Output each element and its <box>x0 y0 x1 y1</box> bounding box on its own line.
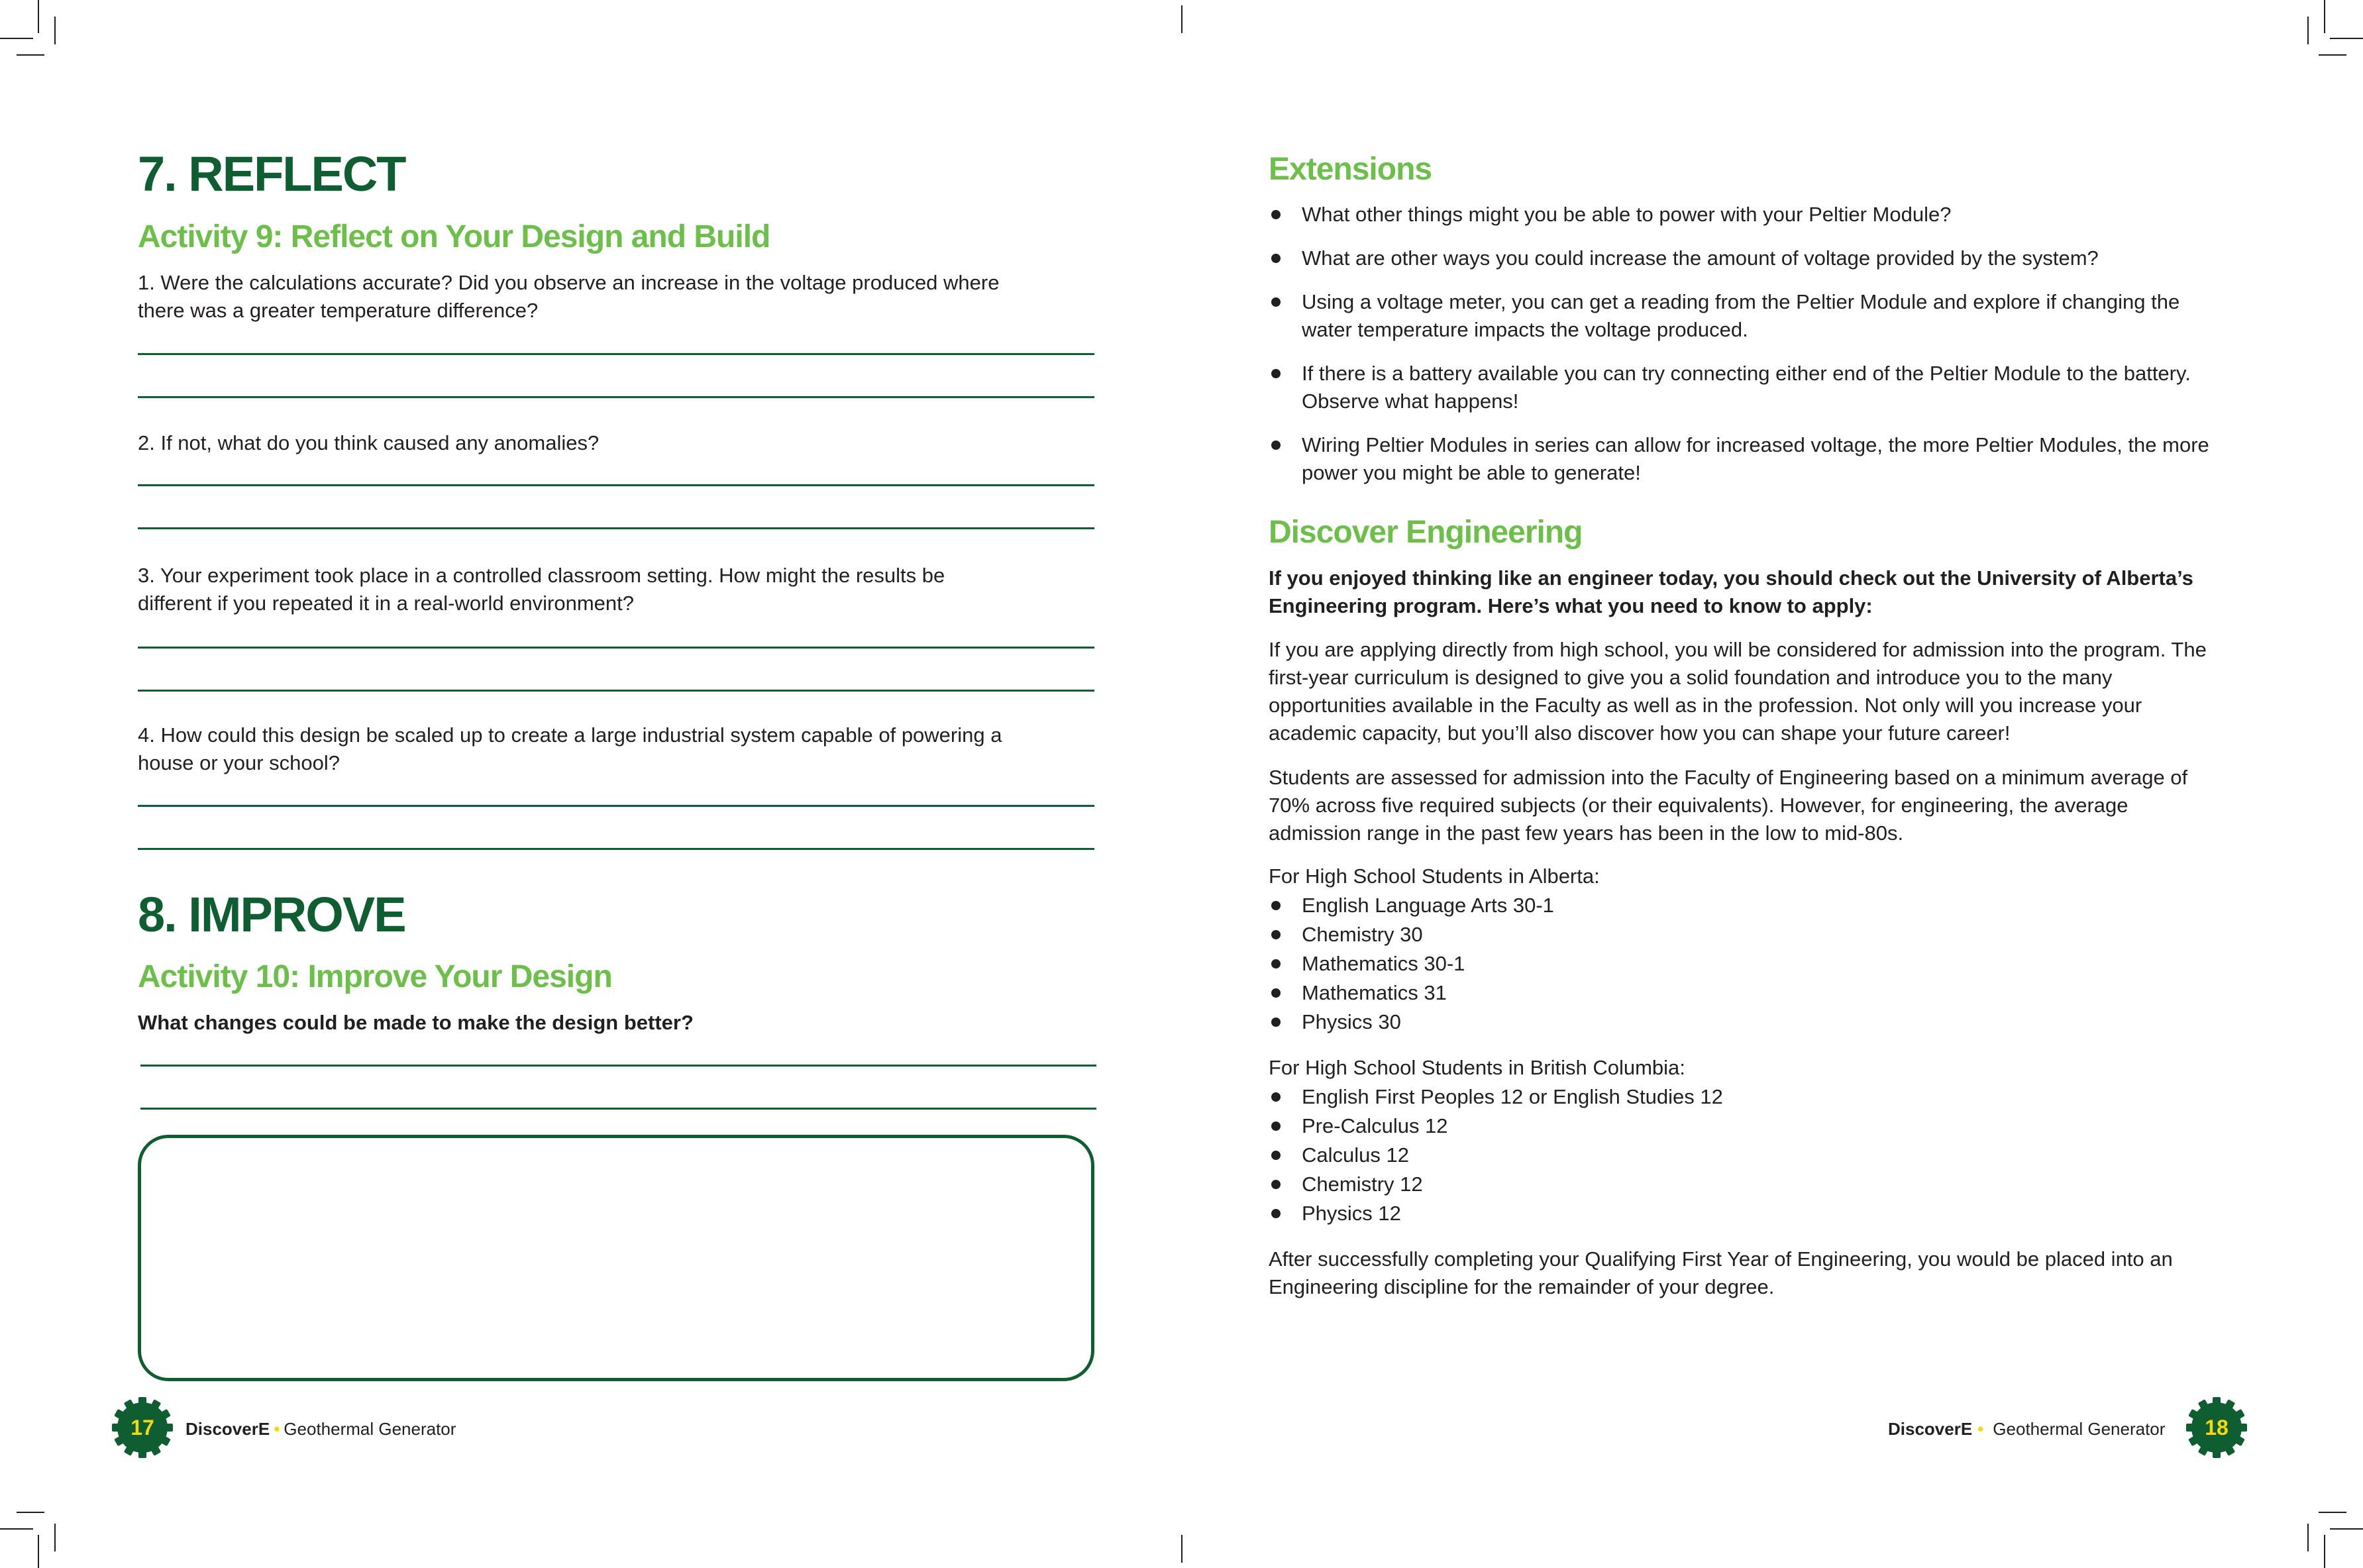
answer-line[interactable] <box>138 353 1094 355</box>
question-1 <box>138 269 999 325</box>
question-4 <box>138 721 1002 777</box>
answer-line[interactable] <box>138 805 1094 807</box>
discover-engineering-heading: Discover Engineering <box>1269 515 1583 550</box>
page-number-badge <box>2185 1396 2248 1459</box>
bullet-icon <box>1271 441 1281 450</box>
list-item-text: Chemistry 12 <box>1302 1173 1423 1196</box>
list-item-text: What other things might you be able to power with your Peltier Module? <box>1302 203 1952 226</box>
list-item <box>1269 201 2223 229</box>
activity-9-title: Activity 9: Reflect on Your Design and Build <box>138 219 770 254</box>
discover-intro: If you enjoyed thinking like an engineer today, you should check out the University of Alberta’s Engineering program. Here’s what you need to know to apply: <box>1269 566 2193 617</box>
crop-mark <box>0 38 33 39</box>
bullet-icon <box>1271 1092 1281 1102</box>
list-item-text: Pre-Calculus 12 <box>1302 1114 1448 1137</box>
improve-question: What changes could be made to make the design better? <box>138 1011 694 1034</box>
footer-title: Geothermal Generator <box>284 1419 456 1439</box>
crop-mark <box>17 54 44 56</box>
extensions-list <box>1269 201 2223 503</box>
bullet-icon <box>1271 1018 1281 1027</box>
crop-mark <box>2307 1524 2309 1551</box>
crop-mark <box>2319 1512 2346 1513</box>
alberta-label: For High School Students in Alberta: <box>1269 864 1600 888</box>
bullet-icon <box>1271 1209 1281 1218</box>
list-item <box>1269 1141 2223 1169</box>
bc-subjects-list <box>1269 1083 2223 1229</box>
list-item-text: Mathematics 30-1 <box>1302 952 1465 975</box>
crop-mark <box>1181 5 1182 33</box>
crop-mark <box>38 0 39 33</box>
footer-separator: • <box>1977 1419 1984 1439</box>
extensions-heading: Extensions <box>1269 152 1432 187</box>
answer-line[interactable] <box>138 484 1094 486</box>
answer-line[interactable] <box>140 1108 1096 1110</box>
question-text: there was a greater temperature difference? <box>138 299 539 322</box>
answer-line[interactable] <box>138 848 1094 850</box>
page-number-badge <box>111 1396 174 1459</box>
list-item-text: English First Peoples 12 or English Studies 12 <box>1302 1085 1723 1108</box>
discover-closing: After successfully completing your Qualifying First Year of Engineering, you would be placed into an Engineering discipline for the remainder of your degree. <box>1269 1247 2173 1298</box>
crop-mark <box>2330 38 2363 39</box>
list-item-text: Wiring Peltier Modules in series can allow for increased voltage, the more Peltier Modules, the more power you might be able to generate! <box>1302 433 2209 484</box>
answer-line[interactable] <box>138 690 1094 692</box>
list-item-text: What are other ways you could increase the amount of voltage provided by the system? <box>1302 246 2099 270</box>
crop-mark <box>0 1528 33 1530</box>
section-heading-reflect: 7. REFLECT <box>138 146 405 201</box>
list-item-text: If there is a battery available you can try connecting either end of the Peltier Module to the battery. Observe what happens! <box>1302 362 2191 413</box>
footer-right <box>1888 1419 2165 1439</box>
list-item <box>1269 288 2223 344</box>
bc-label: For High School Students in British Columbia: <box>1269 1056 1685 1079</box>
list-item <box>1269 244 2223 272</box>
list-item <box>1269 360 2223 415</box>
footer-separator: • <box>274 1419 280 1439</box>
bullet-icon <box>1271 988 1281 998</box>
page-number: 17 <box>131 1416 154 1439</box>
list-item <box>1269 1171 2223 1198</box>
question-2 <box>138 429 599 457</box>
section-heading-improve: 8. IMPROVE <box>138 887 405 942</box>
question-text: 2. If not, what do you think caused any anomalies? <box>138 431 600 454</box>
list-item-text: Physics 12 <box>1302 1202 1401 1225</box>
crop-mark <box>2307 17 2309 44</box>
list-item-text: English Language Arts 30-1 <box>1302 894 1554 917</box>
bullet-icon <box>1271 369 1281 378</box>
crop-mark <box>17 1512 44 1513</box>
answer-line[interactable] <box>138 527 1094 529</box>
sketch-answer-box[interactable] <box>138 1135 1094 1381</box>
question-text: 4. How could this design be scaled up to create a large industrial system capable of powering a <box>138 723 1002 747</box>
bullet-icon <box>1271 297 1281 307</box>
list-item <box>1269 1200 2223 1228</box>
page-number: 18 <box>2205 1416 2229 1439</box>
list-item-text: Calculus 12 <box>1302 1143 1409 1167</box>
list-item <box>1269 431 2223 487</box>
list-item-text: Using a voltage meter, you can get a reading from the Peltier Module and explore if changing the water temperature impacts the voltage produced. <box>1302 290 2180 341</box>
bullet-icon <box>1271 1180 1281 1189</box>
bullet-icon <box>1271 254 1281 263</box>
crop-mark <box>2324 1535 2325 1568</box>
crop-mark <box>2324 0 2325 33</box>
alberta-subjects-list <box>1269 892 2223 1037</box>
list-item-text: Chemistry 30 <box>1302 923 1423 946</box>
list-item <box>1269 892 2223 919</box>
answer-line[interactable] <box>138 396 1094 398</box>
question-text: different if you repeated it in a real-world environment? <box>138 592 635 615</box>
question-3 <box>138 562 945 617</box>
crop-mark <box>1181 1535 1182 1563</box>
crop-mark <box>54 17 56 44</box>
activity-10-title: Activity 10: Improve Your Design <box>138 959 612 994</box>
bullet-icon <box>1271 210 1281 219</box>
footer-title: Geothermal Generator <box>1993 1419 2166 1439</box>
list-item <box>1269 1112 2223 1140</box>
question-text: house or your school? <box>138 751 341 774</box>
bullet-icon <box>1271 1122 1281 1131</box>
footer-left <box>185 1419 456 1439</box>
answer-line[interactable] <box>138 647 1094 649</box>
list-item <box>1269 1083 2223 1111</box>
list-item <box>1269 921 2223 949</box>
footer-brand: DiscoverE <box>1888 1419 1973 1439</box>
discover-paragraph-2: Students are assessed for admission into the Faculty of Engineering based on a minimum average of 70% across five required subjects (or their equivalents). However, for engineering, the average admission range in the past few years has been in the low to mid-80s. <box>1269 766 2188 845</box>
crop-mark <box>54 1524 56 1551</box>
question-text: 1. Were the calculations accurate? Did you observe an increase in the voltage produced where <box>138 271 1000 294</box>
list-item-text: Physics 30 <box>1302 1010 1401 1033</box>
crop-mark <box>38 1535 39 1568</box>
footer-brand: DiscoverE <box>185 1419 270 1439</box>
list-item-text: Mathematics 31 <box>1302 981 1447 1004</box>
bullet-icon <box>1271 930 1281 939</box>
list-item <box>1269 950 2223 978</box>
list-item <box>1269 979 2223 1007</box>
discover-paragraph-1: If you are applying directly from high school, you will be considered for admission into the program. The first-year curriculum is designed to give you a solid foundation and introduce you to the many opportunities available in the Faculty as well as in the profession. Not only will you increase your academic capacity, but you’ll also discover how you can shape your future career! <box>1269 638 2207 745</box>
bullet-icon <box>1271 1151 1281 1160</box>
crop-mark <box>2319 54 2346 56</box>
bullet-icon <box>1271 959 1281 968</box>
list-item <box>1269 1008 2223 1036</box>
answer-line[interactable] <box>140 1065 1096 1067</box>
question-text: 3. Your experiment took place in a controlled classroom setting. How might the results be <box>138 564 945 587</box>
crop-mark <box>2330 1528 2363 1530</box>
bullet-icon <box>1271 901 1281 910</box>
